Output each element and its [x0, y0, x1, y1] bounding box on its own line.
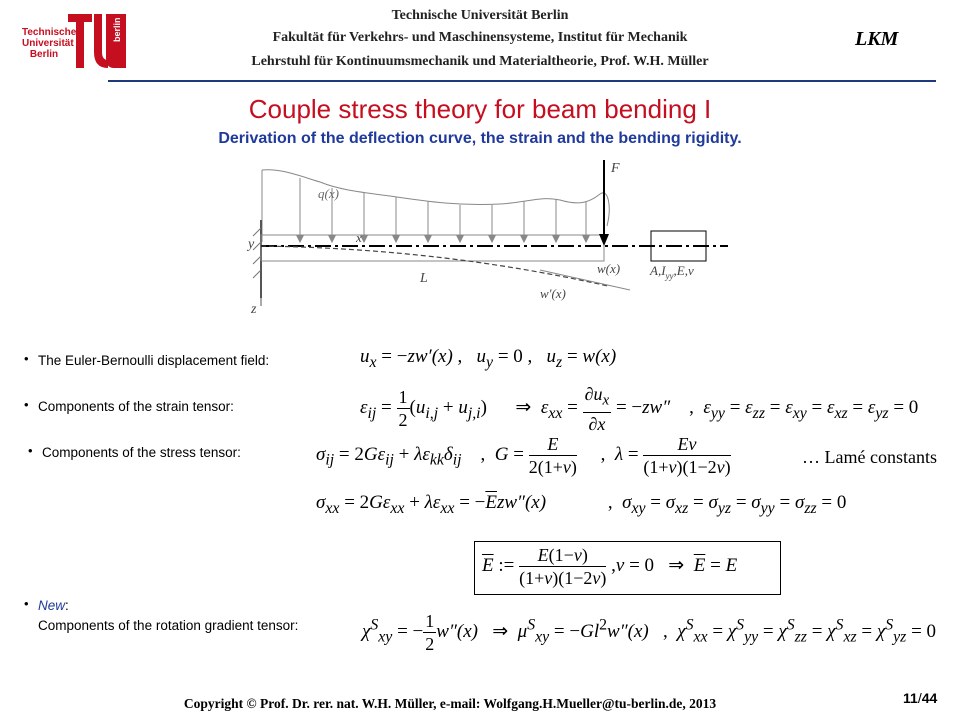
logo-line-3: Berlin — [29, 49, 59, 60]
slide-subtitle: Derivation of the deflection curve, the strain and the bending rigidity. — [218, 130, 742, 147]
logo-vertical-text: berlin — [112, 17, 122, 42]
bullet-strain-text: Components of the strain tensor: — [38, 399, 234, 414]
slide-title: Couple stress theory for beam bending I — [248, 94, 712, 124]
bullet-dot: • — [28, 443, 33, 458]
logo-line-2: Universität — [22, 38, 74, 49]
bullet-strain — [24, 397, 234, 414]
force-label: F — [611, 161, 620, 176]
lkm-badge: LKM — [855, 28, 899, 50]
bullet-new — [24, 596, 69, 613]
eq-stress-xx: $\sigma_{xx} = 2G\varepsilon_{xx} + \lambda\varepsilon_{xx} = -\overline{E}zw''(x)$ , $\sigma_{xy} = \sigma_{xz} = \sigma_{yz} = \sigma_{yy} = \sigma_{zz} = 0$ — [316, 492, 847, 517]
load-curve — [262, 170, 609, 226]
header-faculty: Fakultät für Verkehrs- und Maschinensysteme, Institut für Mechanik — [272, 30, 688, 45]
z-axis-label: z — [251, 302, 257, 317]
logo-line-1: Technische — [22, 27, 77, 38]
eq-displacement-field: $u_x = -zw'(x)$ , $u_y = 0$ , $u_z = w(x)$ — [360, 346, 617, 371]
bullet-dot: • — [24, 351, 29, 366]
section-label: $A,I_{yy},E,\nu$ — [650, 263, 694, 281]
new-label: New — [38, 598, 66, 613]
header-rule — [108, 80, 936, 82]
deflection-label: w(x) — [597, 261, 621, 276]
slope-label: w'(x) — [540, 286, 566, 301]
load-arrows — [297, 178, 589, 242]
page-total: 44 — [921, 690, 938, 706]
lame-constants-note: … Lamé constants — [802, 447, 937, 467]
eq-stress-tensor: $\sigma_{ij} = 2G\varepsilon_{ij} + \lambda\varepsilon_{kk}\delta_{ij}$ , G = $\frac{E}{2(1+\nu)}$ , λ = $\frac{E\nu}{(1+\nu)(1-2\nu)}$ — [316, 434, 731, 477]
new-colon: : — [65, 598, 69, 613]
bullet-stress — [28, 443, 241, 460]
bullet-displacement-text: The Euler-Bernoulli displacement field: — [38, 353, 270, 368]
page-number — [903, 690, 937, 706]
x-axis-label: x — [356, 230, 362, 245]
bullet-displacement — [24, 351, 270, 368]
page-sep: / — [917, 690, 922, 706]
footer-copyright: Copyright © Prof. Dr. rer. nat. W.H. Müller, e-mail: Wolfgang.H.Mueller@tu-berlin.de, 2013 — [183, 696, 717, 711]
rotation-gradient-line: Components of the rotation gradient tensor: — [38, 618, 299, 633]
header-chair: Lehrstuhl für Kontinuumsmechanik und Materialtheorie, Prof. W.H. Müller — [251, 54, 709, 69]
header-university: Technische Universität Berlin — [391, 8, 569, 23]
eq-strain-tensor: $\varepsilon_{ij}$ = $\frac{1}{2}$ $(u_{i,j} + u_{j,i})$ ⇒ $\varepsilon_{xx}$ = $\frac{\partial u_x}{\partial x}$ = −zw″ , $\varepsilon_{yy} = \varepsilon_{zz} = \varepsilon_{xy} = \varepsilon_{xz} = \varepsilon_{yz} = 0$ — [360, 384, 919, 434]
eq-effective-modulus: $\overline{E}$ := $\frac{E(1-\nu)}{(1+\nu)(1-2\nu)}$ ,ν = 0 ⇒ $\overline{E} = E$ — [482, 545, 738, 588]
eq-rotation-gradient: $\chi^S_{xy}$ = − $\frac{1}{2}$ w″(x) ⇒ $\mu^S_{xy} = -Gl^2w''(x)$ , $\chi^S_{xx} = \chi^S_{yy} = \chi^S_{zz} = \chi^S_{xz} = \chi^S_{yz} = 0$ — [362, 611, 937, 654]
length-label: L — [420, 271, 428, 286]
page-current: 11 — [903, 690, 918, 706]
bullet-dot: • — [24, 596, 29, 611]
deflection-curve — [261, 246, 608, 286]
y-axis-label: y — [248, 237, 255, 252]
beam-diagram — [240, 158, 740, 318]
bullet-dot: • — [24, 397, 29, 412]
bullet-stress-text: Components of the stress tensor: — [42, 445, 241, 460]
load-label: q(x) — [318, 186, 339, 201]
